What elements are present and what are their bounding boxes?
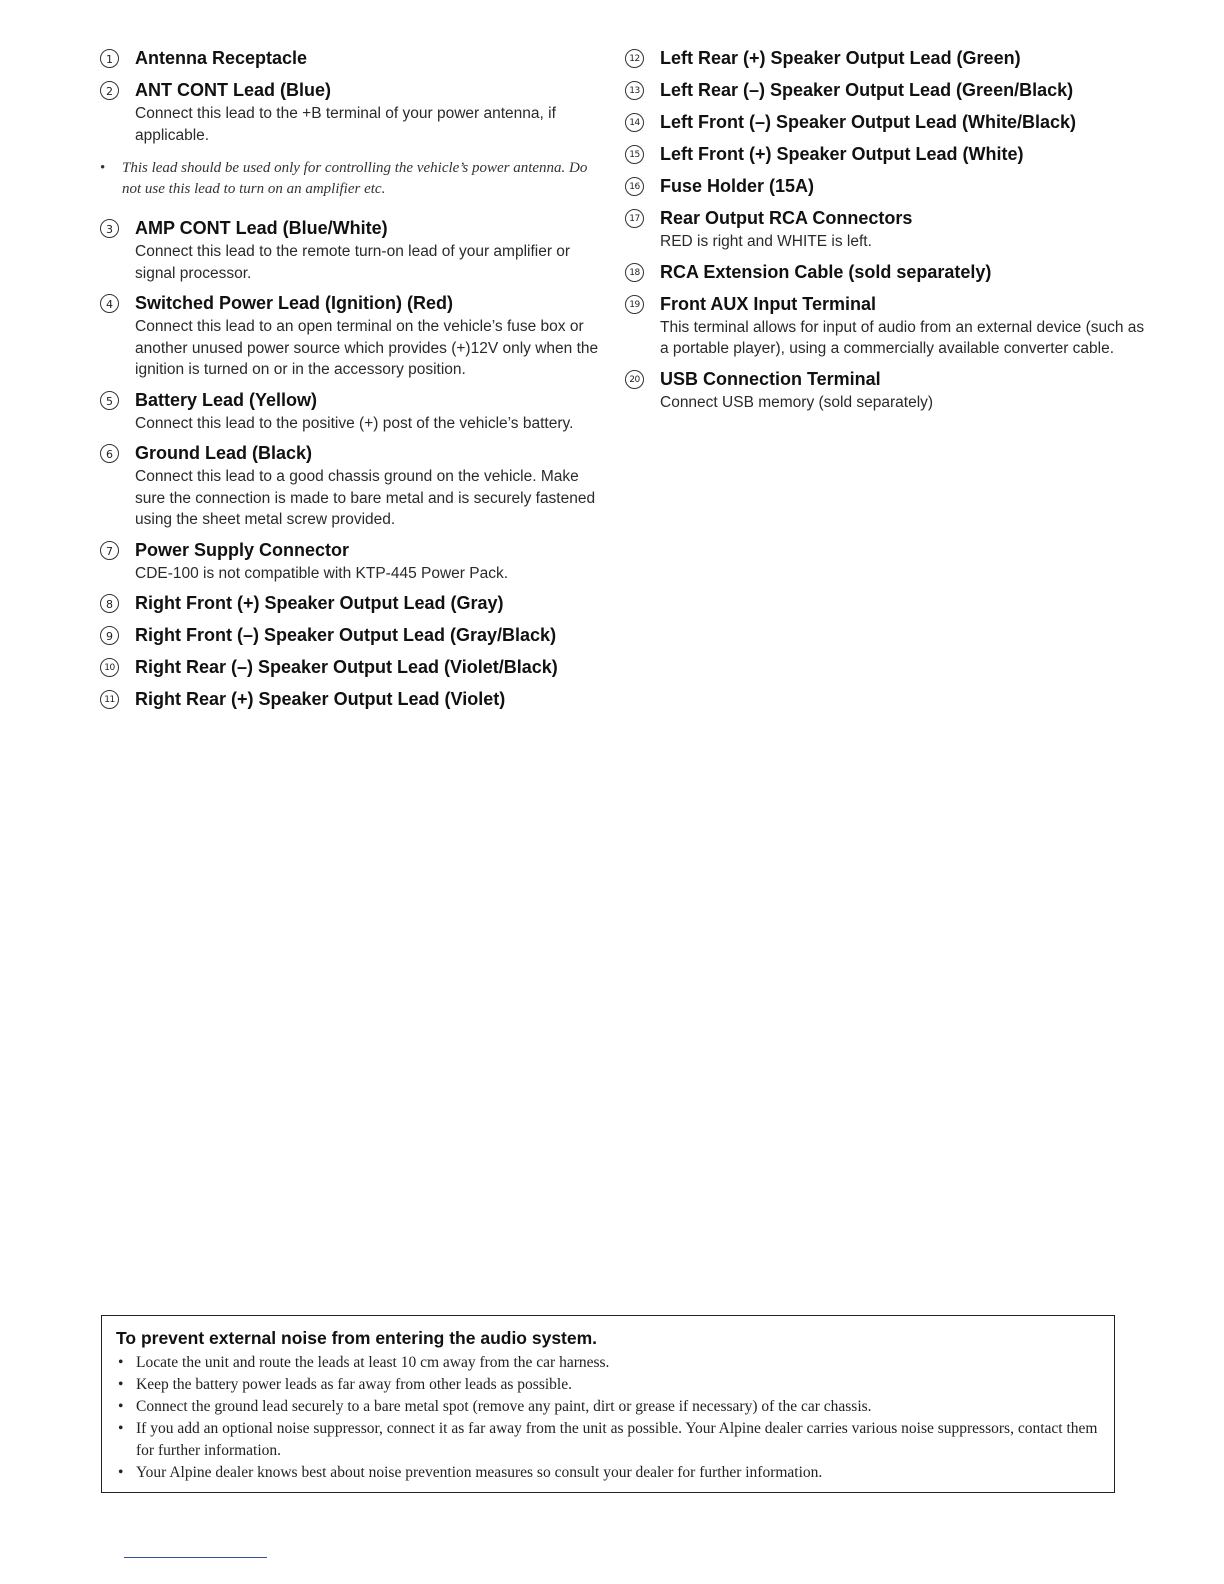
item-number: 1: [100, 49, 119, 68]
item-number: 6: [100, 444, 119, 463]
item-description: Connect this lead to the +B terminal of your power antenna, if applicable.: [135, 105, 556, 144]
left-column: [100, 46, 600, 719]
list-item: [100, 216, 600, 284]
item-title: Left Rear (+) Speaker Output Lead (Green): [660, 48, 1021, 68]
bullet-text: Connect the ground lead securely to a bare metal spot (remove any paint, dirt or grease if necessary) of the car chassis.: [136, 1398, 872, 1415]
list-item: [625, 174, 1145, 199]
list-item: [116, 1396, 1102, 1418]
item-title: Left Front (+) Speaker Output Lead (White): [660, 144, 1024, 164]
item-description: RED is right and WHITE is left.: [660, 233, 872, 250]
list-item: [625, 260, 1145, 285]
item-title: Right Front (+) Speaker Output Lead (Gray): [135, 593, 504, 613]
item-title: RCA Extension Cable (sold separately): [660, 261, 992, 282]
note-text: This lead should be used only for controlling the vehicle’s power antenna. Do not use this lead to turn on an amplifier etc.: [122, 160, 588, 197]
list-item: [100, 46, 600, 71]
item-description: Connect this lead to an open terminal on the vehicle’s fuse box or another unused power source which provides (+)12V only when the ignition is turned on or in the accessory position.: [135, 318, 599, 378]
bullet: •: [118, 1420, 124, 1437]
item-title: Ground Lead (Black): [135, 443, 313, 463]
list-item: [625, 110, 1145, 135]
item-number: 17: [625, 209, 644, 228]
item-description: This terminal allows for input of audio from an external device (such as a portable player), using a commercially available converter cable.: [660, 318, 1145, 357]
list-item: [116, 1352, 1102, 1374]
footer-rule: [124, 1557, 267, 1558]
item-title: Switched Power Lead (Ignition) (Red): [135, 293, 454, 313]
item-number: 9: [100, 626, 119, 645]
list-item: [100, 78, 600, 146]
item-number: 14: [625, 113, 644, 132]
bullet-text: Locate the unit and route the leads at least 10 cm away from the car harness.: [136, 1354, 610, 1371]
bullet-text: Keep the battery power leads as far away from other leads as possible.: [136, 1376, 572, 1393]
list-item: [625, 292, 1145, 360]
item-title: Battery Lead (Yellow): [135, 389, 318, 410]
item-number: 7: [100, 541, 119, 560]
noise-box-title: To prevent external noise from entering the audio system.: [116, 1328, 598, 1348]
list-item: [100, 591, 600, 616]
item-title: Right Rear (+) Speaker Output Lead (Violet): [135, 689, 506, 709]
item-number: 16: [625, 177, 644, 196]
list-item: [625, 78, 1145, 103]
item-number: 8: [100, 594, 119, 613]
item-number: 5: [100, 391, 119, 410]
item-number: 3: [100, 219, 119, 238]
item-number: 13: [625, 81, 644, 100]
list-item: [100, 623, 600, 648]
bullet: •: [118, 1398, 124, 1415]
item-description: Connect this lead to the positive (+) post of the vehicle’s battery.: [135, 414, 574, 432]
list-item: [100, 441, 600, 531]
item-title: ANT CONT Lead (Blue): [135, 80, 331, 100]
item-number: 2: [100, 81, 119, 100]
item-title: AMP CONT Lead (Blue/White): [135, 218, 388, 238]
list-item: [100, 291, 600, 381]
noise-prevention-box: [101, 1315, 1115, 1493]
list-item: [116, 1418, 1102, 1462]
list-item: [116, 1374, 1102, 1396]
item-title: Left Rear (–) Speaker Output Lead (Green/Black): [660, 80, 1074, 100]
item-number: 19: [625, 295, 644, 314]
item-description: CDE-100 is not compatible with KTP-445 Power Pack.: [135, 564, 509, 582]
list-item: [116, 1462, 1102, 1484]
bullet: •: [118, 1376, 124, 1393]
list-item: [100, 388, 600, 435]
list-item: [625, 206, 1145, 253]
item-title: Antenna Receptacle: [135, 48, 308, 68]
item-number: 18: [625, 263, 644, 282]
list-item: [100, 655, 600, 680]
item-title: Power Supply Connector: [135, 539, 350, 560]
list-item: [100, 538, 600, 585]
item-title: Front AUX Input Terminal: [660, 293, 876, 314]
bullet: •: [100, 160, 106, 176]
item-title: USB Connection Terminal: [660, 368, 881, 389]
item-title: Right Front (–) Speaker Output Lead (Gray/Black): [135, 625, 557, 645]
noise-bullet-list: [116, 1352, 1102, 1484]
item-number: 10: [100, 658, 119, 677]
item-title: Fuse Holder (15A): [660, 176, 815, 196]
list-item: [625, 367, 1145, 414]
list-item: [625, 142, 1145, 167]
right-column: [625, 46, 1145, 420]
bullet: •: [118, 1354, 124, 1371]
item-number: 11: [100, 690, 119, 709]
item-title: Rear Output RCA Connectors: [660, 208, 913, 228]
item-description: Connect this lead to the remote turn-on lead of your amplifier or signal processor.: [135, 243, 571, 282]
item-description: Connect this lead to a good chassis ground on the vehicle. Make sure the connection is made to bare metal and is securely fastened using the sheet metal screw provided.: [135, 468, 596, 528]
item-number: 12: [625, 49, 644, 68]
item-number: 20: [625, 370, 644, 389]
item-description: Connect USB memory (sold separately): [660, 393, 934, 411]
bullet-text: If you add an optional noise suppressor, connect it as far away from the unit as possible. Your Alpine dealer carries various noise suppressors, contact them for further information.: [136, 1420, 1098, 1459]
list-item: [625, 46, 1145, 71]
bullet-text: Your Alpine dealer knows best about noise prevention measures so consult your dealer for further information.: [136, 1464, 823, 1481]
item-number: 15: [625, 145, 644, 164]
item-number: 4: [100, 294, 119, 313]
item-title: Right Rear (–) Speaker Output Lead (Violet/Black): [135, 657, 558, 677]
list-item: [100, 687, 600, 712]
bullet: •: [118, 1464, 124, 1481]
item-title: Left Front (–) Speaker Output Lead (White/Black): [660, 112, 1077, 132]
antenna-note: [100, 158, 600, 200]
